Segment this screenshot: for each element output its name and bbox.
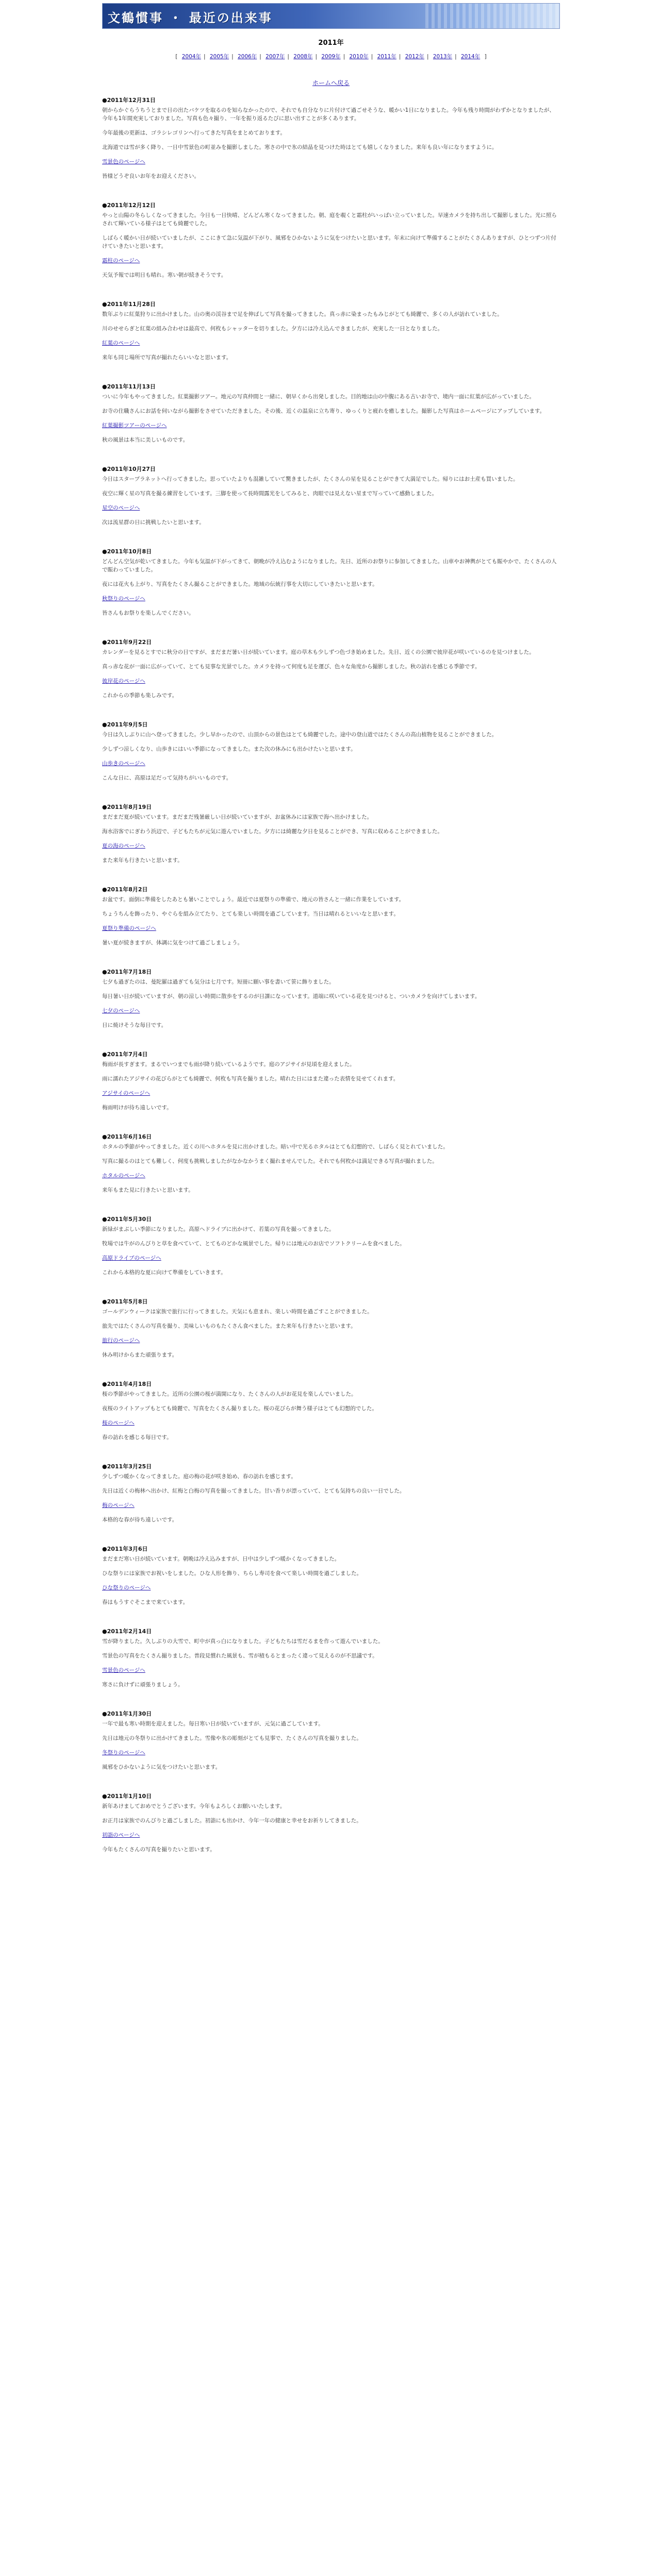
entry-paragraph: 新年あけましておめでとうございます。今年もよろしくお願いいたします。 bbox=[102, 1803, 286, 1809]
entry-closing: 皆様どうぞ良いお年をお迎えください。 bbox=[102, 173, 200, 179]
entry-paragraph: 新緑がまぶしい季節になりました。高原へドライブに出かけて、若葉の写真を撮ってきました。 bbox=[102, 1226, 335, 1232]
entry-closing: これから本格的な夏に向けて準備をしていきます。 bbox=[102, 1269, 226, 1276]
entry-paragraph: 数年ぶりに紅葉狩りに出かけました。山の奥の渓谷まで足を伸ばして写真を撮ってきました。真っ赤に染まったもみじがとても綺麗で、多くの人が訪れていました。 bbox=[102, 311, 503, 317]
entry-page-link[interactable]: ひな祭りのページへ bbox=[102, 1585, 151, 1591]
entry-page-link[interactable]: 秋祭りのページへ bbox=[102, 596, 145, 602]
diary-entry bbox=[102, 382, 560, 444]
entry-page-link[interactable]: 彼岸花のページへ bbox=[102, 678, 145, 684]
entry-page-link[interactable]: ホタルのページへ bbox=[102, 1173, 145, 1179]
diary-entry bbox=[102, 968, 560, 1029]
entry-paragraph: お盆です。面倒に準備をしたあとも暑いことでしょう。最近では夏祭りの準備で、地元の皆さんと一緒に作業をしています。 bbox=[102, 896, 405, 903]
entry-paragraph: 少しずつ暖かくなってきました。庭の梅の花が咲き始め、春の訪れを感じます。 bbox=[102, 1473, 296, 1480]
home-link-row bbox=[0, 78, 662, 87]
entry-paragraph: カレンダーを見るとすでに秋分の日ですが、まだまだ暑い日が続いています。庭の草木も少しずつ色づき始めました。先日、近くの公園で彼岸花が咲いているのを見つけました。 bbox=[102, 649, 535, 655]
entry-paragraph: 先日は地元の冬祭りに出かけてきました。雪像や氷の彫刻がとても見事で、たくさんの写真を撮りました。 bbox=[102, 1735, 362, 1741]
entry-paragraph: 写真に撮るのはとても難しく、何度も挑戦しましたがなかなかうまく撮れませんでした。それでも何枚かは満足できる写真が撮れました。 bbox=[102, 1158, 438, 1164]
entry-paragraph: 雪が降りました。久しぶりの大雪で、町中が真っ白になりました。子どもたちは雪だるまを作って遊んでいました。 bbox=[102, 1638, 384, 1645]
entry-link-row bbox=[102, 1089, 560, 1097]
diary-entry bbox=[102, 1297, 560, 1359]
entry-date: ●2011年10月8日 bbox=[102, 548, 152, 555]
entry-page-link[interactable]: 夏祭り準備のページへ bbox=[102, 925, 156, 931]
entry-closing: 今年もたくさんの写真を撮りたいと思います。 bbox=[102, 1846, 216, 1853]
entry-paragraph: 梅雨が長すぎます。まるでいつまでも雨が降り続いているようです。庭のアジサイが見頃を迎えました。 bbox=[102, 1061, 355, 1067]
diary-entry bbox=[102, 465, 560, 527]
entry-paragraph: 夜桜のライトアップもとても綺麗で、写真をたくさん撮りました。桜の花びらが舞う様子はとても幻想的でした。 bbox=[102, 1405, 377, 1412]
entry-paragraph: 夜には花火も上がり、写真をたくさん撮ることができました。地域の伝統行事を大切にしていきたいと思います。 bbox=[102, 581, 378, 587]
banner-title: 文鶴慣事 ・ 最近の出来事 bbox=[108, 10, 273, 25]
entry-paragraph: ゴールデンウィークは家族で旅行に行ってきました。天気にも恵まれ、楽しい時間を過ごすことができました。 bbox=[102, 1309, 373, 1315]
diary-entry bbox=[102, 201, 560, 279]
diary-entry bbox=[102, 638, 560, 700]
entry-closing: 皆さんもお祭りを楽しんでください。 bbox=[102, 610, 194, 616]
year-link-2011[interactable]: 2011年 bbox=[377, 54, 396, 60]
entry-page-link[interactable]: 紅葉撮影ツアーのページへ bbox=[102, 422, 167, 429]
entry-paragraph: 朝からかぐらうちうとまで日の出たバケツを取るのを知らなかったので、それでも自分なりに片付けて過ごせそうな、暖かい1日になりました。今年も残り時間がわずかとなりましたが、今年も1年間充実しておりました。写真も色々撮り、一年を振り返るたびに思い出すことが多くあります。 bbox=[102, 107, 555, 122]
entry-link-row bbox=[102, 1584, 560, 1592]
entry-paragraph: ついに今年もやってきました。紅葉撮影ツアー。地元の写真仲間と一緒に、朝早くから出発しました。目的地は山の中腹にある古いお寺で、境内一面に紅葉が広がっていました。 bbox=[102, 394, 535, 400]
entry-closing: 次は流星群の日に挑戦したいと思います。 bbox=[102, 519, 205, 526]
entry-date: ●2011年3月25日 bbox=[102, 1463, 152, 1470]
entry-paragraph: 今年最後の更新は、ゴラシレゴリンヘ行ってきた写真をまとめております。 bbox=[102, 130, 286, 136]
page-title: 2011年 bbox=[318, 39, 344, 47]
entry-date: ●2011年8月19日 bbox=[102, 804, 152, 810]
entry-paragraph: 先日は近くの梅林へ出かけ、紅梅と白梅の写真を撮ってきました。甘い香りが漂っていて、とても気持ちの良い一日でした。 bbox=[102, 1488, 405, 1494]
entry-page-link[interactable]: 高原ドライブのページへ bbox=[102, 1255, 161, 1261]
entry-page-link[interactable]: 冬祭りのページへ bbox=[102, 1750, 145, 1756]
entry-closing: こんな日に、高原は足だって気持ちがいいものです。 bbox=[102, 775, 232, 781]
entry-paragraph: まだまだ寒い日が続いています。朝晩は冷え込みますが、日中は少しずつ暖かくなってきました。 bbox=[102, 1556, 340, 1562]
diary-entry bbox=[102, 1462, 560, 1524]
site-banner bbox=[102, 3, 560, 29]
entry-link-row bbox=[102, 158, 560, 166]
diary-entry bbox=[102, 1380, 560, 1442]
year-link-2014[interactable]: 2014年 bbox=[461, 54, 481, 60]
entry-paragraph: 今日はスタープラネットへ行ってきました。思っていたよりも混雑していて驚きましたが、たくさんの星を見ることができて大満足でした。帰りにはお土産も買いました。 bbox=[102, 476, 519, 482]
entry-closing: 寒さに負けずに頑張りましょう。 bbox=[102, 1682, 184, 1688]
diary-entry bbox=[102, 300, 560, 362]
diary-entry bbox=[102, 1709, 560, 1771]
entry-date: ●2011年7月18日 bbox=[102, 969, 152, 975]
entry-paragraph: 川のせせらぎと紅葉の組み合わせは最高で、何枚もシャッターを切りました。夕方には冷え込んできましたが、充実した一日となりました。 bbox=[102, 326, 443, 332]
entry-date: ●2011年3月6日 bbox=[102, 1546, 148, 1552]
nav-bracket-close: ] bbox=[484, 54, 487, 60]
year-link-2005[interactable]: 2005年 bbox=[209, 54, 229, 60]
entry-date: ●2011年6月16日 bbox=[102, 1133, 152, 1140]
entry-link-row bbox=[102, 1007, 560, 1015]
banner-decoration bbox=[425, 4, 559, 28]
entry-link-row bbox=[102, 1831, 560, 1839]
entry-date: ●2011年9月5日 bbox=[102, 721, 148, 728]
entry-link-row bbox=[102, 1501, 560, 1510]
entry-date: ●2011年5月30日 bbox=[102, 1216, 152, 1223]
entry-link-row bbox=[102, 1666, 560, 1674]
diary-entry bbox=[102, 1627, 560, 1689]
entry-paragraph: 夜空に輝く星の写真を撮る練習をしています。三脚を使って長時間露光をしてみると、肉眼では見えない星まで写っていて感動しました。 bbox=[102, 490, 438, 497]
entry-link-row bbox=[102, 421, 560, 430]
entry-paragraph: ちょうちんを飾ったり、やぐらを組み立てたり、とても楽しい時間を過ごしています。当日は晴れるといいなと思います。 bbox=[102, 911, 399, 917]
entry-page-link[interactable]: 旅行のページへ bbox=[102, 1337, 140, 1344]
entry-closing: 風邪をひかないように気をつけたいと思います。 bbox=[102, 1764, 221, 1770]
diary-entry bbox=[102, 885, 560, 947]
entry-date: ●2011年12月31日 bbox=[102, 97, 156, 104]
diary-entry bbox=[102, 720, 560, 782]
entry-page-link[interactable]: 雪景色のページへ bbox=[102, 1667, 145, 1673]
entry-date: ●2011年10月27日 bbox=[102, 466, 156, 472]
year-link-2004[interactable]: 2004年 bbox=[181, 54, 201, 60]
entry-paragraph: 北海道では雪が多く降り、一日中雪景色の町並みを撮影しました。寒さの中で氷の結晶を見つけた時はとても嬉しくなりました。来年も良い年になりますように。 bbox=[102, 144, 498, 150]
diary-entry bbox=[102, 1215, 560, 1277]
year-link-2013[interactable]: 2013年 bbox=[433, 54, 453, 60]
entry-paragraph: しばらく暖かい日が続いていましたが、ここにきて急に気温が下がり、風邪をひかないように気をつけたいと思います。年末に向けて準備することがたくさんありますが、ひとつずつ片付けていきたいと思います。 bbox=[102, 235, 556, 249]
entry-closing: 来年も同じ場所で写真が撮れたらいいなと思います。 bbox=[102, 354, 232, 361]
entry-link-row bbox=[102, 842, 560, 850]
entry-closing: 秋の風景は本当に美しいものです。 bbox=[102, 437, 189, 443]
entry-link-row bbox=[102, 1336, 560, 1345]
entry-date: ●2011年2月14日 bbox=[102, 1628, 152, 1635]
entry-closing: 天気予報では明日も晴れ。寒い朝が続きそうです。 bbox=[102, 272, 227, 278]
entry-date: ●2011年5月8日 bbox=[102, 1298, 148, 1305]
entry-paragraph: 牧場では牛がのんびりと草を食べていて、とてものどかな風景でした。帰りには地元のお店でソフトクリームを食べました。 bbox=[102, 1241, 405, 1247]
entry-paragraph: 少しずつ涼しくなり、山歩きにはいい季節になってきました。また次の休みにも出かけたいと思います。 bbox=[102, 746, 356, 752]
entry-closing: 休み明けからまた頑張ります。 bbox=[102, 1352, 178, 1358]
year-link-2012[interactable]: 2012年 bbox=[405, 54, 424, 60]
nav-bracket-open: [ bbox=[175, 54, 178, 60]
entry-paragraph: 旅先ではたくさんの写真を撮り、美味しいものもたくさん食べました。また来年も行きたいと思います。 bbox=[102, 1323, 356, 1329]
entry-page-link[interactable]: 七夕のページへ bbox=[102, 1008, 140, 1014]
entry-date: ●2011年8月2日 bbox=[102, 886, 148, 893]
diary-entry bbox=[102, 1050, 560, 1112]
entry-paragraph: 毎日暑い日が続いていますが、朝の涼しい時間に散歩をするのが日課になっています。道端に咲いている花を見つけると、ついカメラを向けてしまいます。 bbox=[102, 993, 481, 999]
entry-link-row bbox=[102, 339, 560, 347]
entry-paragraph: 桜の季節がやってきました。近所の公園の桜が満開になり、たくさんの人がお花見を楽しんでいました。 bbox=[102, 1391, 357, 1397]
entry-page-link[interactable]: アジサイのページへ bbox=[102, 1090, 151, 1096]
entry-paragraph: まだまだ夏が続いています。まだまだ残暑厳しい日が続いていますが、お盆休みには家族で海へ出かけました。 bbox=[102, 814, 373, 820]
entry-paragraph: ホタルの季節がやってきました。近くの川へホタルを見に出かけました。暗い中で光るホタルはとても幻想的で、しばらく見とれていました。 bbox=[102, 1144, 449, 1150]
year-link-2006[interactable]: 2006年 bbox=[238, 54, 257, 60]
entry-list bbox=[102, 96, 560, 1874]
entry-date: ●2011年11月28日 bbox=[102, 301, 156, 308]
entry-closing: 日に焼けそうな毎日です。 bbox=[102, 1022, 167, 1028]
entry-closing: 梅雨明けが待ち遠しいです。 bbox=[102, 1105, 172, 1111]
entry-closing: これからの季節も楽しみです。 bbox=[102, 692, 178, 699]
entry-closing: 暑い夏が続きますが、体調に気をつけて過ごしましょう。 bbox=[102, 940, 243, 946]
entry-page-link[interactable]: 雪景色のページへ bbox=[102, 159, 145, 165]
entry-closing: また来年も行きたいと思います。 bbox=[102, 857, 183, 863]
entry-paragraph: お正月は家族でのんびりと過ごしました。初詣にも出かけ、今年一年の健康と幸せをお祈りしてきました。 bbox=[102, 1818, 362, 1824]
entry-paragraph: どんどん空気が乾いてきました。今年も気温が下がってきて、朝晩が冷え込むようになりました。先日、近所のお祭りに参加してきました。山車やお神輿がとても賑やかで、たくさんの人で賑わっていました。 bbox=[102, 558, 557, 573]
year-link-2010[interactable]: 2010年 bbox=[349, 54, 369, 60]
entry-page-link[interactable]: 星空のページへ bbox=[102, 505, 140, 511]
diary-entry bbox=[102, 1792, 560, 1854]
entry-link-row bbox=[102, 1172, 560, 1180]
entry-link-row bbox=[102, 1254, 560, 1262]
entry-paragraph: 海水浴客でにぎわう浜辺で、子どもたちが元気に遊んでいました。夕方には綺麗な夕日を見ることができ、写真に収めることができました。 bbox=[102, 828, 443, 835]
entry-date: ●2011年9月22日 bbox=[102, 639, 152, 646]
entry-closing: 春の訪れを感じる毎日です。 bbox=[102, 1434, 172, 1440]
entry-date: ●2011年12月12日 bbox=[102, 202, 156, 209]
entry-link-row bbox=[102, 257, 560, 265]
entry-page-link[interactable]: 山歩きのページへ bbox=[102, 760, 145, 767]
diary-entry bbox=[102, 1132, 560, 1194]
entry-link-row bbox=[102, 677, 560, 685]
entry-paragraph: 雨に濡れたアジサイの花びらがとても綺麗で、何枚も写真を撮りました。晴れた日にはまた違った表情を見せてくれます。 bbox=[102, 1076, 399, 1082]
entry-paragraph: 真っ赤な花が一面に広がっていて、とても見事な光景でした。カメラを持って何度も足を運び、色々な角度から撮影しました。秋の訪れを感じる季節です。 bbox=[102, 664, 481, 670]
entry-link-row bbox=[102, 759, 560, 768]
entry-page-link[interactable]: 霜柱のページへ bbox=[102, 258, 140, 264]
entry-paragraph: ひな祭りには家族でお祝いをしました。ひな人形を飾り、ちらし寿司を食べて楽しい時間を過ごしました。 bbox=[102, 1570, 362, 1577]
entry-page-link[interactable]: 初詣のページへ bbox=[102, 1832, 140, 1838]
entry-link-row bbox=[102, 1419, 560, 1427]
year-link-2007[interactable]: 2007年 bbox=[266, 54, 285, 60]
entry-date: ●2011年1月30日 bbox=[102, 1710, 152, 1717]
entry-date: ●2011年7月4日 bbox=[102, 1051, 148, 1058]
home-link[interactable]: ホームへ戻る bbox=[312, 79, 350, 87]
entry-link-row bbox=[102, 595, 560, 603]
diary-entry bbox=[102, 96, 560, 180]
entry-closing: 来年もまた見に行きたいと思います。 bbox=[102, 1187, 194, 1193]
year-link-2008[interactable]: 2008年 bbox=[293, 54, 313, 60]
entry-date: ●2011年1月10日 bbox=[102, 1793, 152, 1800]
year-link-2009[interactable]: 2009年 bbox=[321, 54, 341, 60]
entry-paragraph: 今日は久しぶりに山へ登ってきました。少し早かったので、山頂からの景色はとても綺麗でした。途中の登山道ではたくさんの高山植物を見ることができました。 bbox=[102, 732, 498, 738]
entry-paragraph: お寺の住職さんにお話を伺いながら撮影をさせていただきました。その後、近くの温泉に立ち寄り、ゆっくりと疲れを癒しました。撮影した写真はホームページにアップしています。 bbox=[102, 408, 545, 414]
entry-page-link[interactable]: 夏の海のページへ bbox=[102, 843, 145, 849]
entry-paragraph: やっと山陽の冬らしくなってきました。今日も一日快晴、どんどん寒くなってきました。朝、庭を覗くと霜柱がいっぱい立っていました。早速カメラを持ち出して撮影しました。光に照らされて輝いている様子はとても綺麗でした。 bbox=[102, 212, 557, 227]
entry-paragraph: 七夕も過ぎたのは、曼陀羅は過ぎても気分は七月です。短冊に願い事を書いて笹に飾りました。 bbox=[102, 979, 335, 985]
entry-link-row bbox=[102, 504, 560, 512]
entry-page-link[interactable]: 桜のページへ bbox=[102, 1420, 135, 1426]
diary-entry bbox=[102, 547, 560, 617]
entry-closing: 本格的な春が待ち遠しいです。 bbox=[102, 1517, 178, 1523]
entry-date: ●2011年11月13日 bbox=[102, 383, 156, 390]
entry-page-link[interactable]: 梅のページへ bbox=[102, 1502, 135, 1509]
entry-paragraph: 雪景色の写真をたくさん撮りました。普段見慣れた風景も、雪が積もるとまったく違って見えるのが不思議です。 bbox=[102, 1653, 378, 1659]
entry-link-row bbox=[102, 1749, 560, 1757]
entry-paragraph: 一年で最も寒い時期を迎えました。毎日寒い日が続いていますが、元気に過ごしています。 bbox=[102, 1721, 324, 1727]
diary-entry bbox=[102, 803, 560, 865]
diary-entry bbox=[102, 1545, 560, 1606]
year-navigation: [ 2004年 | 2005年 | 2006年 | 2007年 | 2008年 | 2009年 | 2010年 | 2011年 | 2012年 | 2013年 | 2014年 ] bbox=[175, 54, 487, 60]
entry-closing: 春はもうすぐそこまで来ています。 bbox=[102, 1599, 189, 1605]
entry-link-row bbox=[102, 924, 560, 933]
entry-date: ●2011年4月18日 bbox=[102, 1381, 152, 1387]
entry-page-link[interactable]: 紅葉のページへ bbox=[102, 340, 140, 346]
